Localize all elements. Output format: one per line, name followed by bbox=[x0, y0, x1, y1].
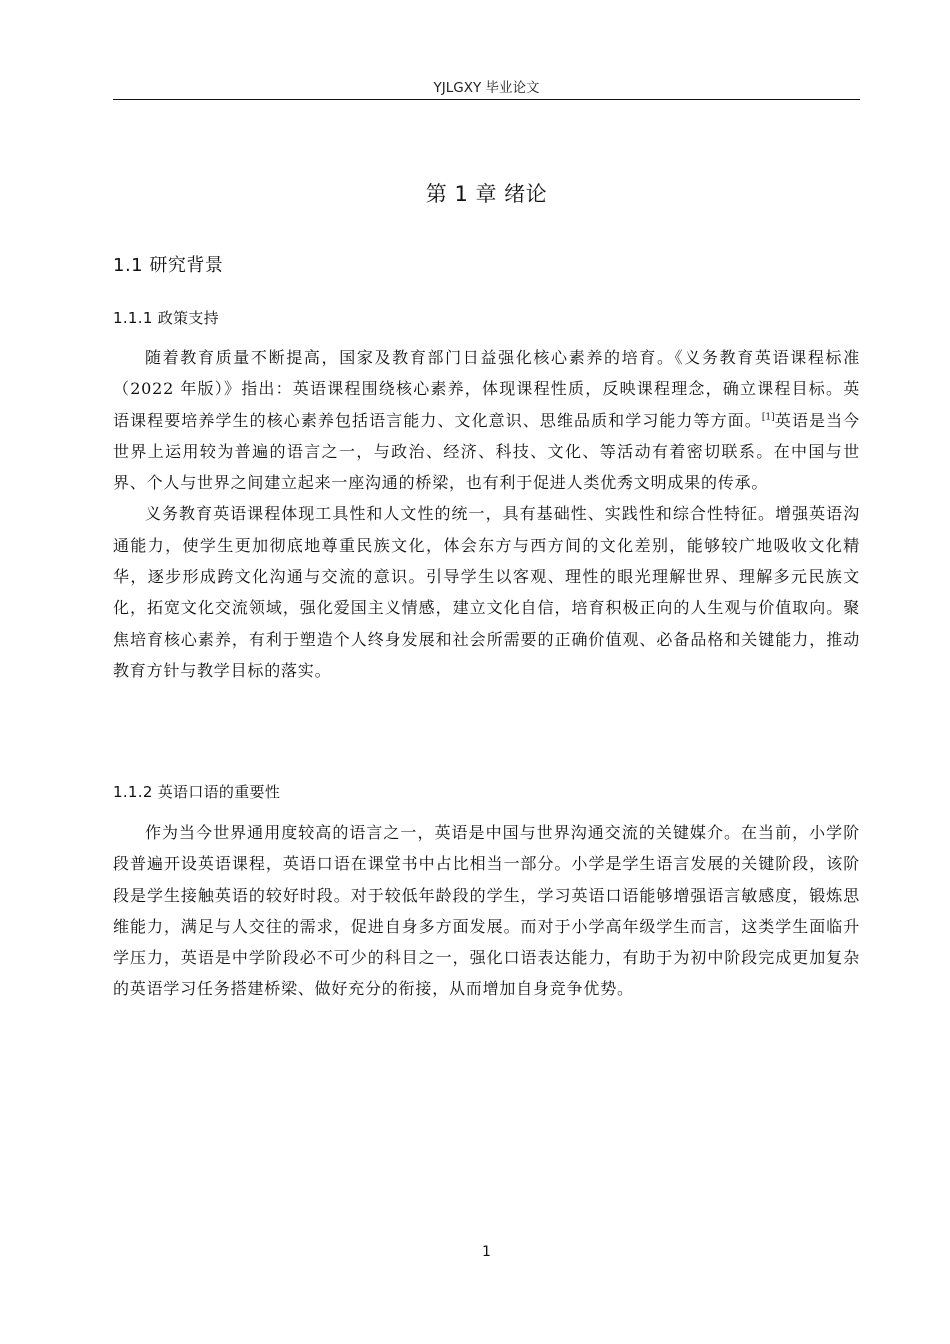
paragraph: 义务教育英语课程体现工具性和人文性的统一，具有基础性、实践性和综合性特征。增强英语沟通能力，使学生更加彻底地尊重民族文化，体会东方与西方间的文化差别，能够较广地吸收文化精华，逐步形成跨文化沟通与交流的意识。引导学生以客观、理性的眼光理解世界、理解多元民族文化，拓宽文化交流领域，强化爱国主义情感，建立文化自信，培育积极正向的人生观与价值取向。聚焦培育核心素养，有利于塑造个人终身发展和社会所需要的正确价值观、必备品格和关键能力，推动教育方针与教学目标的落实。 bbox=[113, 504, 860, 680]
paragraph: 作为当今世界通用度较高的语言之一，英语是中国与世界沟通交流的关键媒介。在当前，小学阶段普遍开设英语课程，英语口语在课堂书中占比相当一部分。小学是学生语言发展的关键阶段，该阶段是学生接触英语的较好时段。对于较低年龄段的学生，学习英语口语能够增强语言敏感度，锻炼思维能力，满足与人交往的需求，促进自身多方面发展。而对于小学高年级学生而言，这类学生面临升学压力，英语是中学阶段必不可少的科目之一，强化口语表达能力，有助于为初中阶段完成更加复杂的英语学习任务搭建桥梁、做好充分的衔接，从而增加自身竞争优势。 bbox=[113, 823, 860, 999]
citation-marker: [1] bbox=[761, 412, 775, 423]
section-title: 1.1 研究背景 bbox=[113, 255, 224, 276]
subsection-title-oral-english-importance: 1.1.2 英语口语的重要性 bbox=[113, 783, 281, 801]
running-header: YJLGXY 毕业论文 bbox=[433, 80, 540, 96]
paragraph-text: 随着教育质量不断提高，国家及教育部门日益强化核心素养的培育。《义务教育英语课程标准（2022 年版）》指出：英语课程围绕核心素养，体现课程性质，反映课程理念，确立课程目标。英语课程要培养学生的核心素养包括语言能力、文化意识、思维品质和学习能力等方面。 bbox=[113, 348, 860, 430]
subsection-title-policy-support: 1.1.1 政策支持 bbox=[113, 309, 219, 327]
paragraph bbox=[113, 342, 860, 498]
subsection-body-oral-english-importance bbox=[113, 817, 860, 1005]
subsection-body-policy-support bbox=[113, 342, 860, 686]
chapter-title: 第 1 章 绪论 bbox=[425, 182, 548, 206]
header-divider bbox=[113, 99, 860, 100]
paragraph-text: 英语是当今世界上运用较为普遍的语言之一，与政治、经济、科技、文化、等活动有着密切联系。在中国与世界、个人与世界之间建立起来一座沟通的桥梁，也有利于促进人类优秀文明成果的传承。 bbox=[113, 410, 860, 493]
page-number: 1 bbox=[482, 1244, 491, 1260]
